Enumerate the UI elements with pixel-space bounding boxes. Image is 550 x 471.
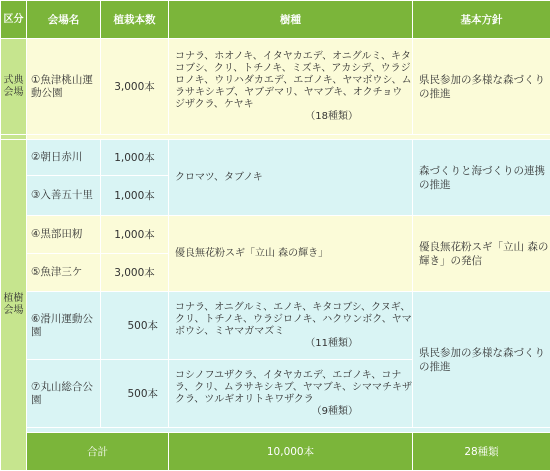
table-row	[1, 140, 550, 176]
planted-count: 3,000本	[101, 39, 169, 135]
species-list	[169, 292, 413, 360]
total-label: 合計	[27, 433, 169, 471]
planted-count: 1,000本	[101, 140, 169, 176]
species-list: 優良無花粉スギ「立山 森の輝き」	[169, 216, 413, 292]
total-row	[1, 433, 550, 471]
header-row	[1, 1, 550, 39]
table-row	[1, 292, 550, 360]
policy-text: 県民参加の多様な森づくりの推進	[413, 292, 550, 428]
planted-count: 1,000本	[101, 216, 169, 254]
total-planted: 10,000本	[169, 433, 413, 471]
venue-name: ①魚津桃山運動公園	[27, 39, 101, 135]
species-list: クロマツ、タブノキ	[169, 140, 413, 216]
header-planted: 植栽本数	[101, 1, 169, 39]
venue-name: ⑤魚津三ケ	[27, 254, 101, 292]
species-text: コナラ、オニグルミ、エノキ、キタコブシ、クヌギ、クリ、トチノキ、ウラジロノキ、ハクウンボク、ヤマボウシ、ミヤマガマズミ	[175, 302, 412, 338]
venue-name: ④黒部田籾	[27, 216, 101, 254]
table-row	[1, 216, 550, 254]
header-species: 樹種	[169, 1, 413, 39]
venue-name: ③入善五十里	[27, 176, 101, 216]
planted-count: 3,000本	[101, 254, 169, 292]
category-ceremony: 式典会場	[1, 39, 27, 135]
table-row	[1, 39, 550, 135]
header-venue: 会場名	[27, 1, 101, 39]
category-planting: 植樹会場	[1, 140, 27, 471]
planted-count: 1,000本	[101, 176, 169, 216]
species-text: コシノフユザクラ、イタヤカエデ、エゴノキ、コナラ、クリ、ムラサキシキブ、ヤマブキ、シママチキザクラ、ツルギオリトキワザクラ	[175, 370, 412, 406]
species-text: コナラ、ホオノキ、イタヤカエデ、オニグルミ、キタコブシ、クリ、トチノキ、ミズキ、アカシデ、ウラジロノキ、ウリハダカエデ、エゴノキ、ヤマボウシ、ムラサキシキブ、ヤブデマリ、ヤマブキ、オクチョウジザクラ、ケヤキ	[175, 51, 412, 111]
species-list	[169, 360, 413, 428]
venue-name: ②朝日赤川	[27, 140, 101, 176]
total-species: 28種類	[413, 433, 550, 471]
species-list	[169, 39, 413, 135]
venue-name: ⑦丸山総合公園	[27, 360, 101, 428]
species-count: （9種類）	[175, 406, 412, 418]
venue-name: ⑥滑川運動公園	[27, 292, 101, 360]
species-count: （18種類）	[175, 111, 412, 123]
policy-text: 森づくりと海づくりの連携の推進	[413, 140, 550, 216]
header-division: 区分	[1, 1, 27, 39]
policy-text: 優良無花粉スギ「立山 森の輝き」の発信	[413, 216, 550, 292]
policy-text: 県民参加の多様な森づくりの推進	[413, 39, 550, 135]
planted-count: 500本	[101, 292, 169, 360]
header-policy: 基本方針	[413, 1, 550, 39]
planted-count: 500本	[101, 360, 169, 428]
species-count: （11種類）	[175, 338, 412, 350]
